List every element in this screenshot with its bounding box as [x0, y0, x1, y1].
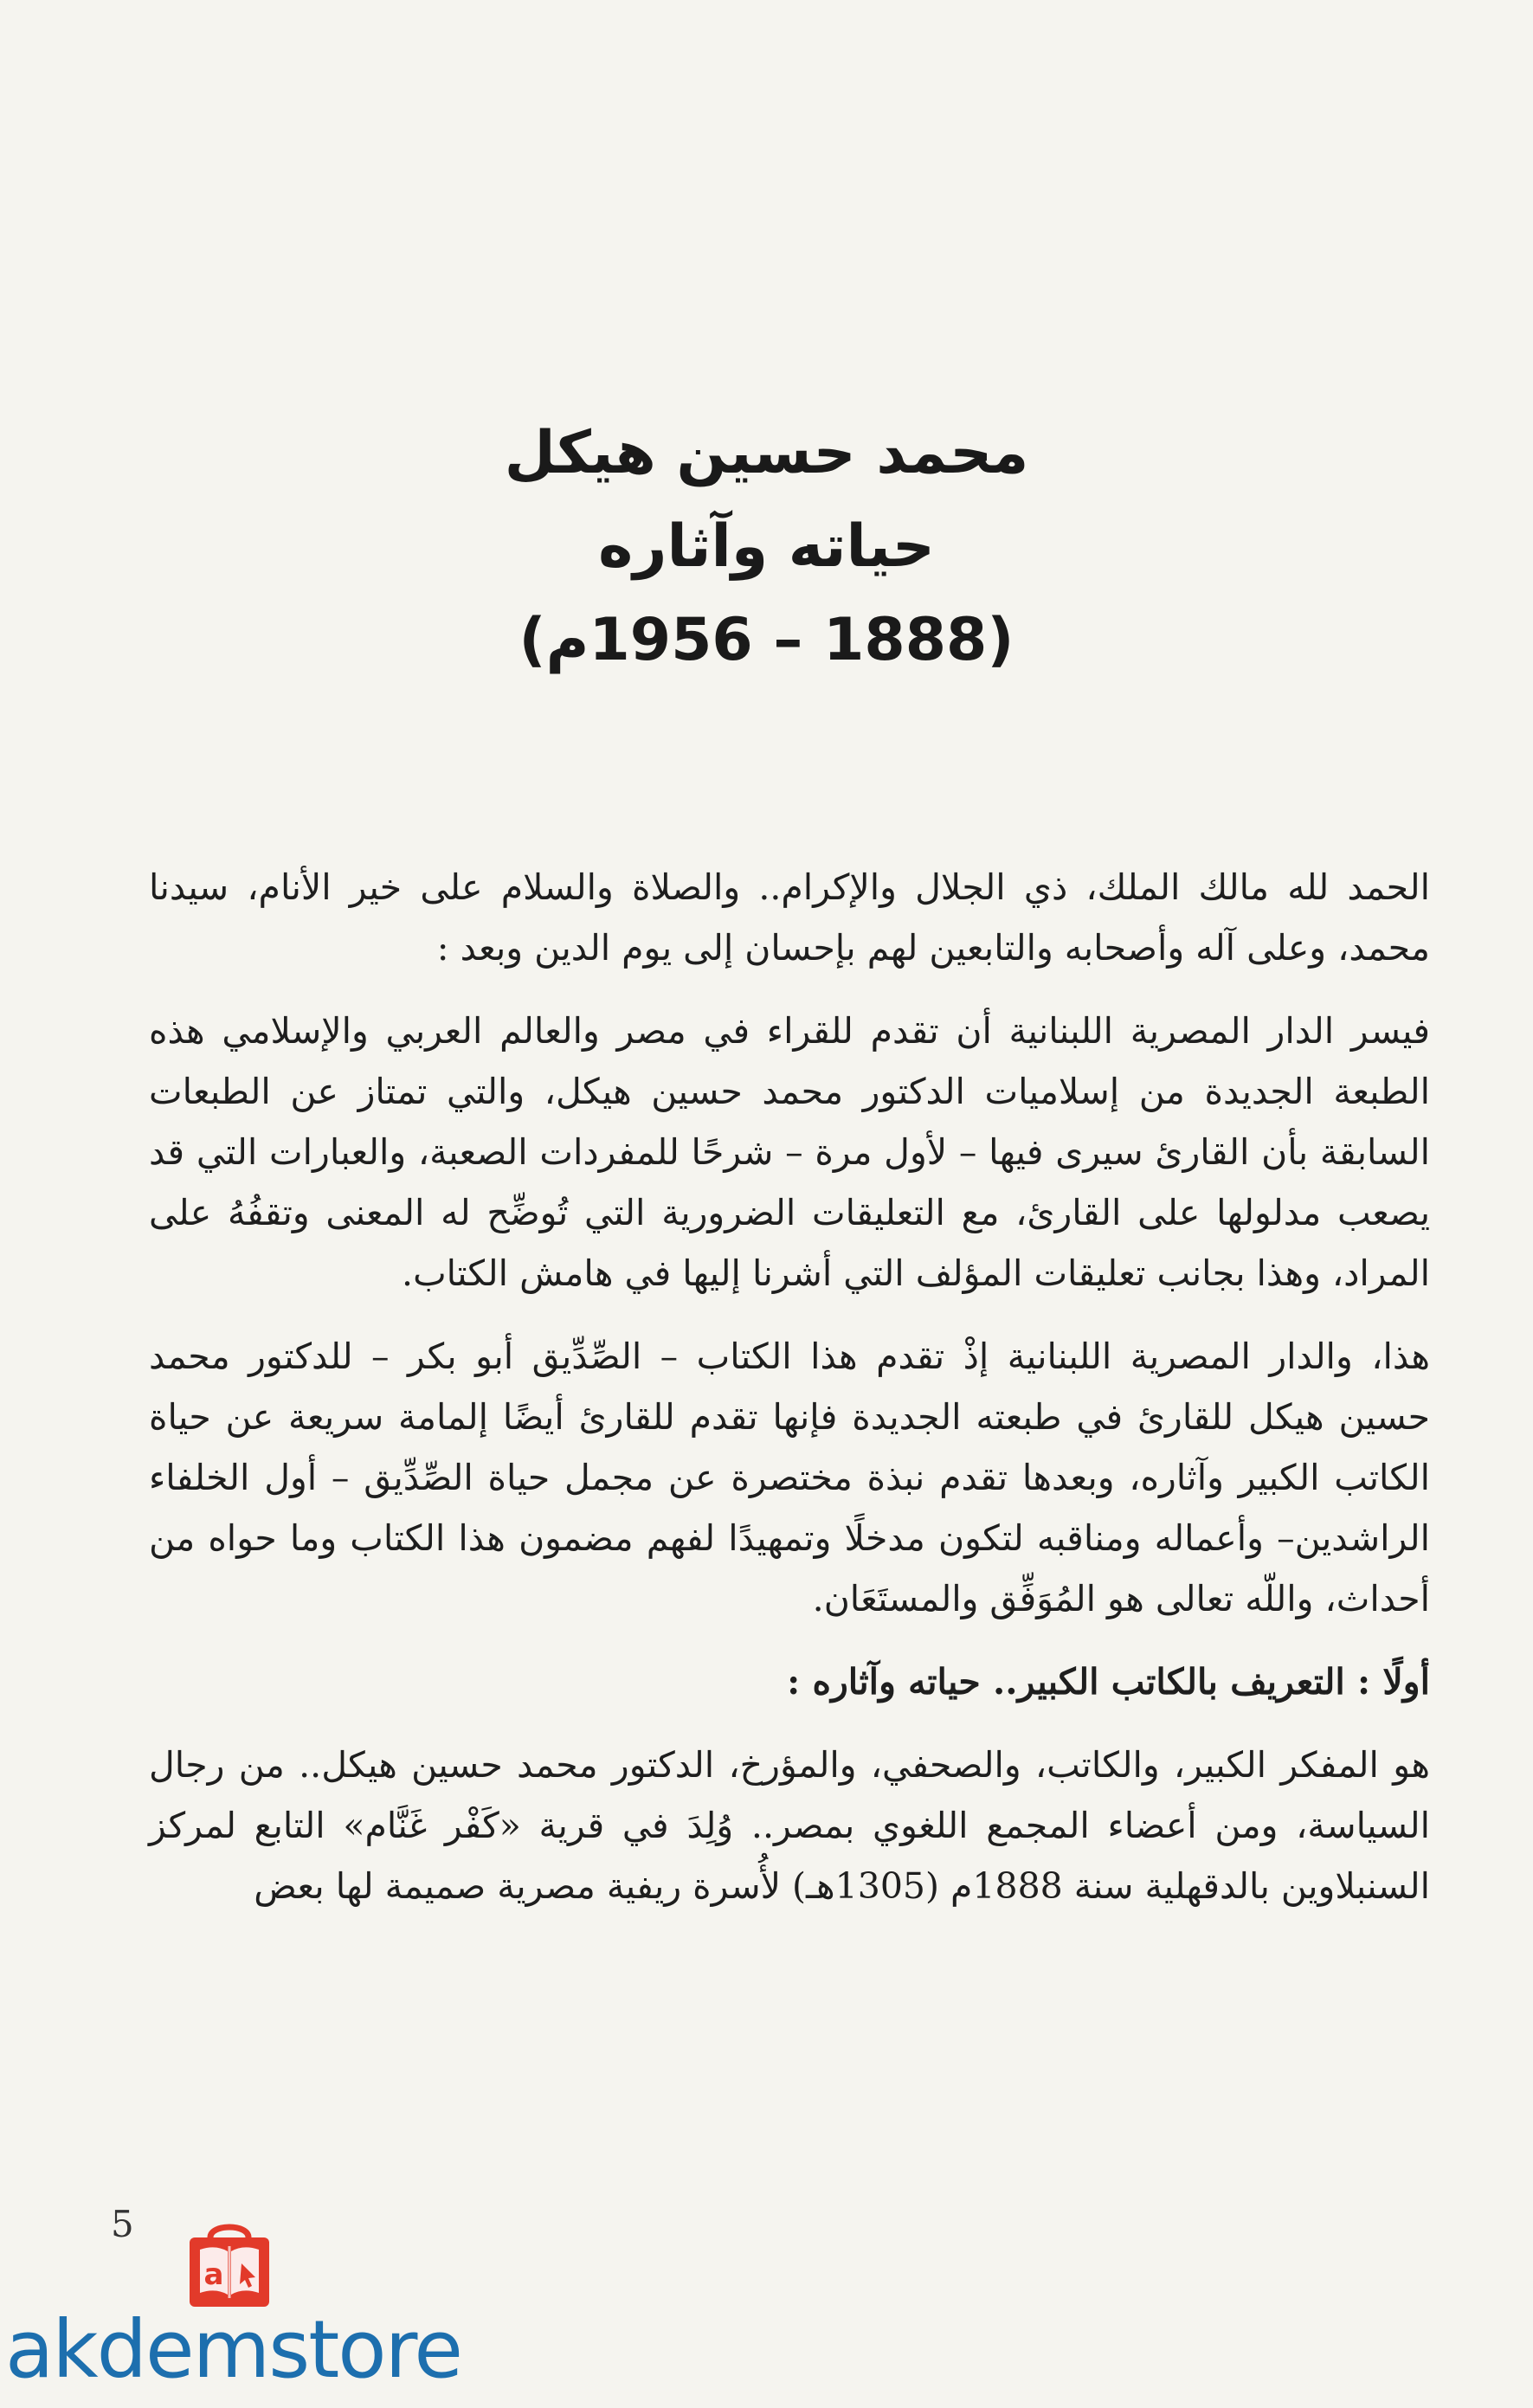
section-number: أولًا	[1382, 1661, 1430, 1703]
author-name-title: محمد حسين هيكل	[504, 419, 1029, 487]
section-heading	[149, 1651, 1430, 1712]
paragraph: الحمد لله مالك الملك، ذي الجلال والإكرام.. والصلاة والسلام على خير الأنام، سيدنا محمد، وعلى آله وأصحابه والتابعين لهم بإحسان إلى يوم الدين وبعد :	[149, 866, 1430, 969]
life-dates: (1888 – 1956م)	[519, 606, 1014, 674]
paragraph: هو المفكر الكبير، والكاتب، والصحفي، والمؤرخ، الدكتور محمد حسين هيكل.. من رجال السياسة، ومن أعضاء المجمع اللغوي بمصر.. وُلِدَ في قرية «كَفْر غَنَّام» التابع لمركز السنبلاوين بالدقهلية سنة 1888م (1305هـ) لأُسرة ريفية مصرية صميمة لها بعض	[149, 1744, 1430, 1907]
section-separator: :	[1344, 1661, 1383, 1703]
paragraph: هذا، والدار المصرية اللبنانية إذْ تقدم هذا الكتاب – الصِّدِّيق أبو بكر – للدكتور محمد حسين هيكل للقارئ في طبعته الجديدة فإنها تقدم للقارئ أيضًا إلمامة سريعة عن حياة الكاتب الكبير وآثاره، وبعدها تقدم نبذة مختصرة عن مجمل حياة الصِّدِّيق – أول الخلفاء الراشدين– وأعماله ومناقبه لتكون مدخلًا وتمهيدًا لفهم مضمون هذا الكتاب وما حواه من أحداث، واللّه تعالى هو المُوَفِّق والمستَعَان.	[149, 1336, 1431, 1619]
shopping-bag-logo-icon	[177, 2212, 281, 2315]
section-title: التعريف بالكاتب الكبير.. حياته وآثاره :	[787, 1661, 1345, 1703]
paragraph: فيسر الدار المصرية اللبنانية أن تقدم للقراء في مصر والعالم العربي والإسلامي هذه الطبعة الجديدة من إسلاميات الدكتور محمد حسين هيكل، والتي تمتاز عن الطبعات السابقة بأن القارئ سيرى فيها – لأول مرة – شرحًا للمفردات الصعبة، والعبارات التي قد يصعب مدلولها على القارئ، مع التعليقات الضرورية التي تُوضِّح له المعنى وتقفُهُ على المراد، وهذا بجانب تعليقات المؤلف التي أشرنا إليها في هامش الكتاب.	[149, 1010, 1430, 1294]
chapter-title-block	[0, 407, 1533, 687]
svg-text:a: a	[203, 2257, 224, 2292]
chapter-subtitle: حياته وآثاره	[598, 512, 935, 581]
body-text	[149, 857, 1430, 1939]
page-number: 5	[111, 2203, 134, 2245]
brand-wordmark: akdemstore	[5, 2303, 461, 2396]
